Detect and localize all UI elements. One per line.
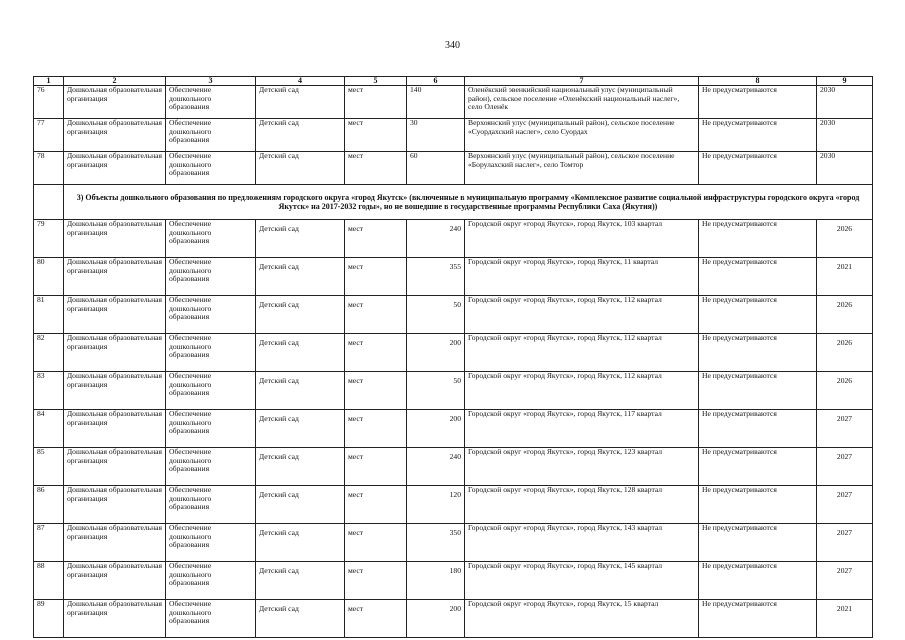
column-number: 5: [345, 77, 407, 86]
section-heading: 3) Объекты дошкольного образования по предложениям городского округа «город Якутск» (включенные в муниципальную программу «Комплексное развитие социальной инфраструктуры городского округа «город Якутск» на 2017-2032 годы», но не вошедшие в государственные программы Республики Саха (Якутия)): [64, 185, 873, 220]
unit: мест: [345, 562, 407, 600]
row-number: 87: [34, 524, 64, 562]
section-row: [34, 185, 873, 220]
capacity: 355: [407, 258, 465, 296]
completion-year: 2030: [817, 119, 873, 152]
organization-type: Дошкольная образовательная организация: [64, 410, 166, 448]
unit: мест: [345, 486, 407, 524]
location: Городской округ «город Якутск», город Якутск, 112 квартал: [465, 372, 699, 410]
location: Городской округ «город Якутск», город Якутск, 143 квартал: [465, 524, 699, 562]
purpose: Обеспечение дошкольного образования: [166, 372, 256, 410]
purpose: Обеспечение дошкольного образования: [166, 119, 256, 152]
capacity: 180: [407, 562, 465, 600]
unit: мест: [345, 524, 407, 562]
completion-year: 2026: [817, 220, 873, 258]
row-number: 78: [34, 152, 64, 185]
capacity: 50: [407, 372, 465, 410]
row-number: 82: [34, 334, 64, 372]
column-number: 7: [465, 77, 699, 86]
unit: мест: [345, 152, 407, 185]
unit: мест: [345, 258, 407, 296]
column-number-row: [34, 77, 873, 86]
location: Городской округ «город Якутск», город Якутск, 117 квартал: [465, 410, 699, 448]
organization-type: Дошкольная образовательная организация: [64, 524, 166, 562]
security-zones: Не предусматриваются: [699, 524, 817, 562]
purpose: Обеспечение дошкольного образования: [166, 152, 256, 185]
capacity: 50: [407, 296, 465, 334]
organization-type: Дошкольная образовательная организация: [64, 486, 166, 524]
object-type: Детский сад: [256, 296, 345, 334]
unit: мест: [345, 372, 407, 410]
completion-year: 2027: [817, 486, 873, 524]
organization-type: Дошкольная образовательная организация: [64, 562, 166, 600]
completion-year: 2026: [817, 296, 873, 334]
location: Городской округ «город Якутск», город Якутск, 145 квартал: [465, 562, 699, 600]
organization-type: Дошкольная образовательная организация: [64, 86, 166, 119]
row-number: 81: [34, 296, 64, 334]
unit: мест: [345, 334, 407, 372]
capacity: 240: [407, 448, 465, 486]
table-row: [34, 334, 873, 372]
completion-year: 2026: [817, 372, 873, 410]
table-row: [34, 220, 873, 258]
purpose: Обеспечение дошкольного образования: [166, 524, 256, 562]
capacity: 140: [407, 86, 465, 119]
capacity: 200: [407, 334, 465, 372]
organization-type: Дошкольная образовательная организация: [64, 258, 166, 296]
unit: мест: [345, 410, 407, 448]
security-zones: Не предусматриваются: [699, 220, 817, 258]
table-row: [34, 258, 873, 296]
purpose: Обеспечение дошкольного образования: [166, 448, 256, 486]
organization-type: Дошкольная образовательная организация: [64, 600, 166, 638]
security-zones: Не предусматриваются: [699, 258, 817, 296]
location: Городской округ «город Якутск», город Якутск, 103 квартал: [465, 220, 699, 258]
completion-year: 2027: [817, 410, 873, 448]
column-number: 2: [64, 77, 166, 86]
location: Городской округ «город Якутск», город Якутск, 15 квартал: [465, 600, 699, 638]
location: Городской округ «город Якутск», город Якутск, 112 квартал: [465, 334, 699, 372]
table-row: [34, 152, 873, 185]
table-row: [34, 410, 873, 448]
capacity: 30: [407, 119, 465, 152]
column-number: 4: [256, 77, 345, 86]
object-type: Детский сад: [256, 410, 345, 448]
security-zones: Не предусматриваются: [699, 86, 817, 119]
capacity: 200: [407, 410, 465, 448]
table-row: [34, 296, 873, 334]
security-zones: Не предусматриваются: [699, 372, 817, 410]
security-zones: Не предусматриваются: [699, 486, 817, 524]
security-zones: Не предусматриваются: [699, 410, 817, 448]
object-type: Детский сад: [256, 524, 345, 562]
purpose: Обеспечение дошкольного образования: [166, 562, 256, 600]
table-row: [34, 119, 873, 152]
completion-year: 2021: [817, 258, 873, 296]
completion-year: 2027: [817, 562, 873, 600]
column-number: 6: [407, 77, 465, 86]
unit: мест: [345, 600, 407, 638]
purpose: Обеспечение дошкольного образования: [166, 258, 256, 296]
object-type: Детский сад: [256, 372, 345, 410]
purpose: Обеспечение дошкольного образования: [166, 486, 256, 524]
objects-table: [33, 76, 873, 638]
table-row: [34, 600, 873, 638]
page-number: 340: [445, 40, 460, 51]
row-number: 83: [34, 372, 64, 410]
security-zones: Не предусматриваются: [699, 296, 817, 334]
column-number: 8: [699, 77, 817, 86]
security-zones: Не предусматриваются: [699, 119, 817, 152]
column-number: 1: [34, 77, 64, 86]
table-row: [34, 486, 873, 524]
unit: мест: [345, 220, 407, 258]
purpose: Обеспечение дошкольного образования: [166, 296, 256, 334]
purpose: Обеспечение дошкольного образования: [166, 220, 256, 258]
object-type: Детский сад: [256, 448, 345, 486]
capacity: 60: [407, 152, 465, 185]
table-row: [34, 524, 873, 562]
location: Городской округ «город Якутск», город Якутск, 11 квартал: [465, 258, 699, 296]
row-number: 86: [34, 486, 64, 524]
purpose: Обеспечение дошкольного образования: [166, 410, 256, 448]
capacity: 240: [407, 220, 465, 258]
object-type: Детский сад: [256, 486, 345, 524]
completion-year: 2027: [817, 524, 873, 562]
table-row: [34, 86, 873, 119]
column-number: 9: [817, 77, 873, 86]
table-row: [34, 448, 873, 486]
row-number: 80: [34, 258, 64, 296]
unit: мест: [345, 119, 407, 152]
location: Городской округ «город Якутск», город Якутск, 123 квартал: [465, 448, 699, 486]
location: Верхоянский улус (муниципальный район), сельское поселение «Суордахский наслег», село Суордах: [465, 119, 699, 152]
capacity: 350: [407, 524, 465, 562]
completion-year: 2030: [817, 86, 873, 119]
purpose: Обеспечение дошкольного образования: [166, 334, 256, 372]
organization-type: Дошкольная образовательная организация: [64, 119, 166, 152]
security-zones: Не предусматриваются: [699, 152, 817, 185]
object-type: Детский сад: [256, 562, 345, 600]
object-type: Детский сад: [256, 119, 345, 152]
object-type: Детский сад: [256, 258, 345, 296]
security-zones: Не предусматриваются: [699, 562, 817, 600]
organization-type: Дошкольная образовательная организация: [64, 296, 166, 334]
object-type: Детский сад: [256, 600, 345, 638]
security-zones: Не предусматриваются: [699, 600, 817, 638]
row-number: 76: [34, 86, 64, 119]
completion-year: 2026: [817, 334, 873, 372]
table-row: [34, 562, 873, 600]
unit: мест: [345, 448, 407, 486]
row-number: 79: [34, 220, 64, 258]
purpose: Обеспечение дошкольного образования: [166, 86, 256, 119]
unit: мест: [345, 86, 407, 119]
location: Оленёкский эвенкийский национальный улус (муниципальный район), сельское поселение «Оленёкский национальный наслег», село Оленёк: [465, 86, 699, 119]
object-type: Детский сад: [256, 334, 345, 372]
completion-year: 2027: [817, 448, 873, 486]
location: Городской округ «город Якутск», город Якутск, 112 квартал: [465, 296, 699, 334]
unit: мест: [345, 296, 407, 334]
row-number: 89: [34, 600, 64, 638]
location: Верхоянский улус (муниципальный район), сельское поселение «Борулахский наслег», село Томтор: [465, 152, 699, 185]
purpose: Обеспечение дошкольного образования: [166, 600, 256, 638]
section-blank-cell: [34, 185, 64, 220]
organization-type: Дошкольная образовательная организация: [64, 334, 166, 372]
object-type: Детский сад: [256, 86, 345, 119]
capacity: 120: [407, 486, 465, 524]
completion-year: 2030: [817, 152, 873, 185]
row-number: 84: [34, 410, 64, 448]
object-type: Детский сад: [256, 220, 345, 258]
organization-type: Дошкольная образовательная организация: [64, 372, 166, 410]
row-number: 88: [34, 562, 64, 600]
row-number: 85: [34, 448, 64, 486]
object-type: Детский сад: [256, 152, 345, 185]
organization-type: Дошкольная образовательная организация: [64, 448, 166, 486]
location: Городской округ «город Якутск», город Якутск, 128 квартал: [465, 486, 699, 524]
organization-type: Дошкольная образовательная организация: [64, 152, 166, 185]
row-number: 77: [34, 119, 64, 152]
column-number: 3: [166, 77, 256, 86]
security-zones: Не предусматриваются: [699, 334, 817, 372]
completion-year: 2021: [817, 600, 873, 638]
table-row: [34, 372, 873, 410]
security-zones: Не предусматриваются: [699, 448, 817, 486]
organization-type: Дошкольная образовательная организация: [64, 220, 166, 258]
capacity: 200: [407, 600, 465, 638]
